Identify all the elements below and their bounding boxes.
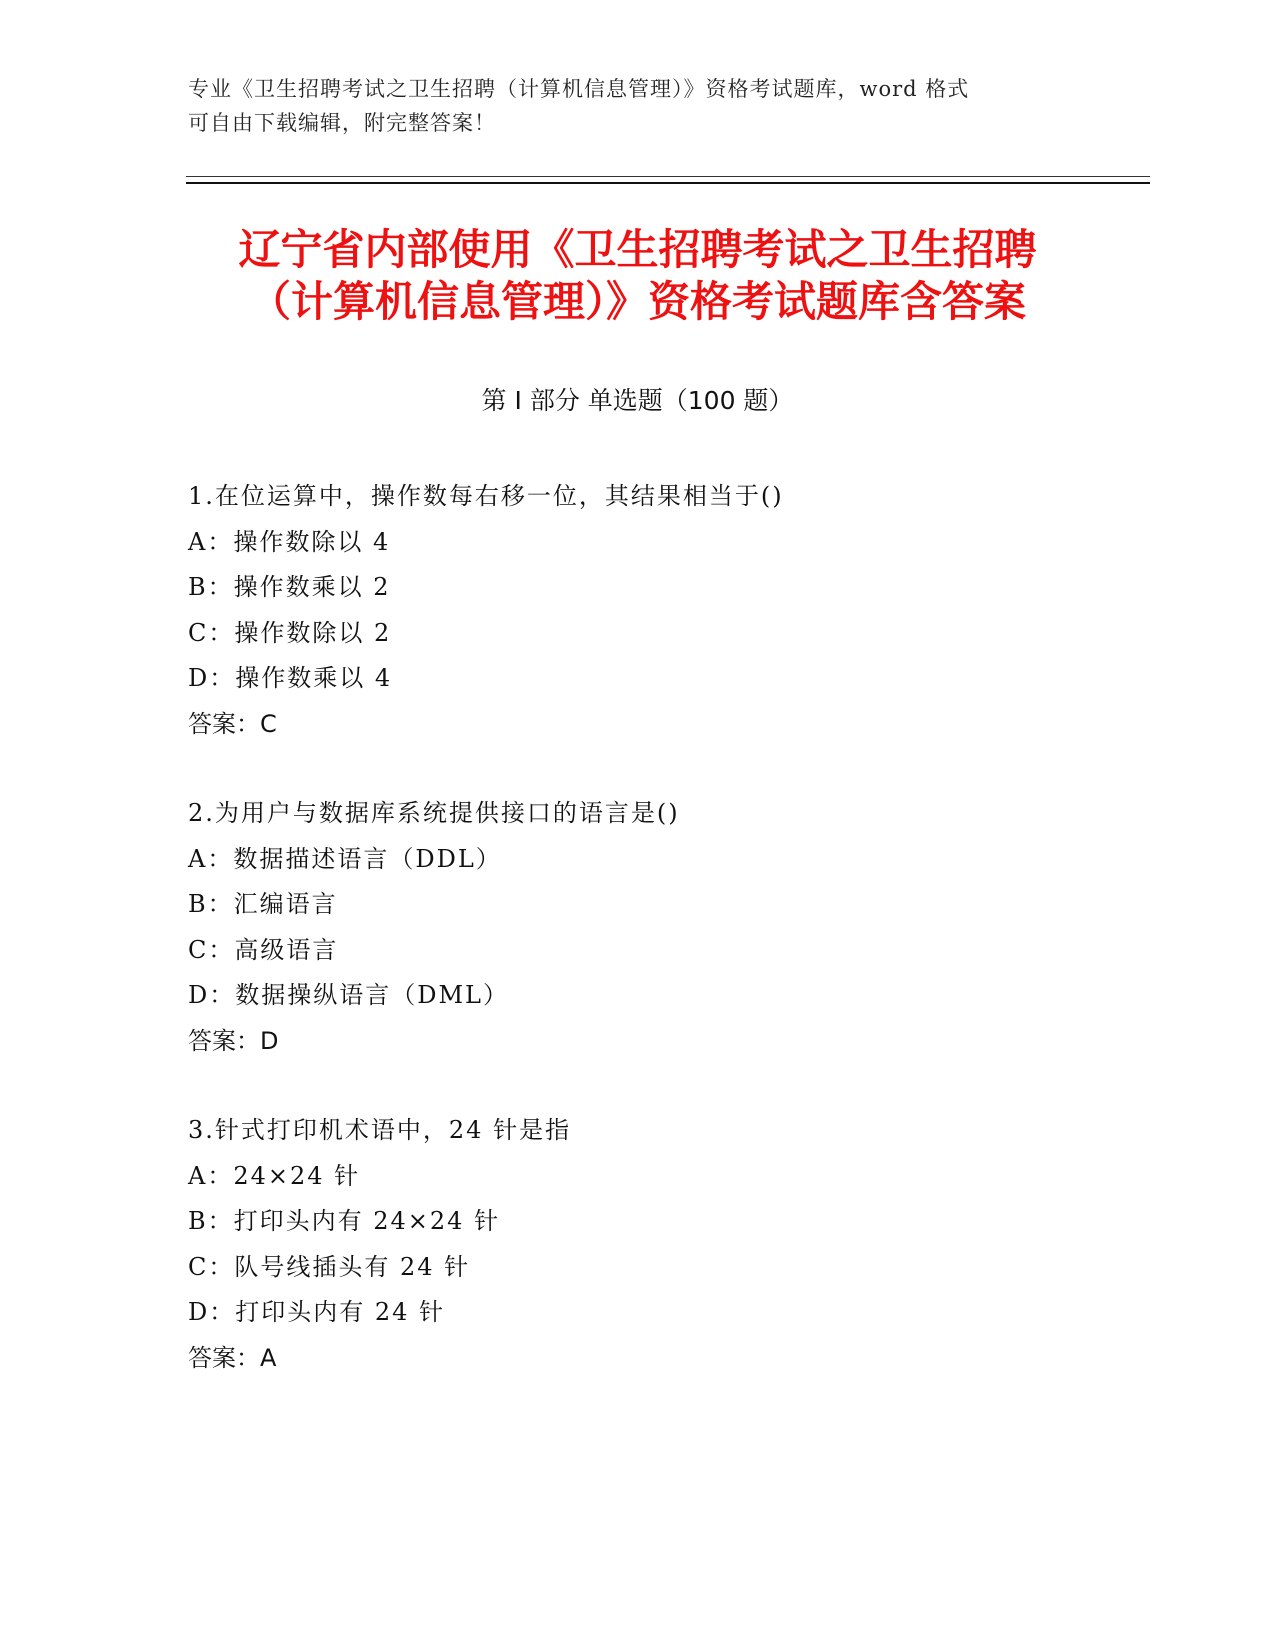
header-divider-thin xyxy=(186,176,1150,177)
option-b: B：汇编语言 xyxy=(188,890,338,918)
answer-line: 答案：C xyxy=(188,709,277,738)
option-d: D：操作数乘以 4 xyxy=(188,664,393,692)
option-a: A：操作数除以 4 xyxy=(188,527,391,556)
section-heading: 第 I 部分 单选题（100 题） xyxy=(481,386,794,415)
option-a: A：数据描述语言（DDL） xyxy=(188,844,502,873)
header-note-line-1: 专业《卫生招聘考试之卫生招聘（计算机信息管理）》资格考试题库，word 格式 xyxy=(188,77,970,101)
question-1 xyxy=(188,474,1088,747)
option-d: D：数据操纵语言（DML） xyxy=(188,981,509,1009)
question-2 xyxy=(188,791,1088,1064)
option-b: B：打印头内有 24×24 针 xyxy=(188,1207,501,1235)
question-list xyxy=(188,474,1088,1425)
option-a: A：24×24 针 xyxy=(188,1161,361,1190)
answer-line: 答案：A xyxy=(188,1343,277,1372)
document-title xyxy=(0,224,1275,328)
question-stem: 3.针式打印机术语中，24 针是指 xyxy=(188,1116,572,1144)
header-note xyxy=(188,72,1088,140)
option-c: C：高级语言 xyxy=(188,935,339,964)
question-stem: 1.在位运算中，操作数每右移一位，其结果相当于() xyxy=(188,482,784,510)
answer-line: 答案：D xyxy=(188,1026,279,1055)
question-stem: 2.为用户与数据库系统提供接口的语言是() xyxy=(188,799,680,827)
document-title-line-1: 辽宁省内部使用《卫生招聘考试之卫生招聘 xyxy=(238,225,1037,274)
option-b: B：操作数乘以 2 xyxy=(188,573,391,601)
option-c: C：操作数除以 2 xyxy=(188,618,392,647)
question-3 xyxy=(188,1108,1088,1381)
header-note-line-2: 可自由下载编辑，附完整答案！ xyxy=(188,111,496,135)
document-title-line-2: （计算机信息管理）》资格考试题库含答案 xyxy=(248,277,1026,326)
option-c: C：队号线插头有 24 针 xyxy=(188,1252,471,1281)
header-divider-thick xyxy=(186,182,1150,184)
option-d: D：打印头内有 24 针 xyxy=(188,1298,446,1326)
